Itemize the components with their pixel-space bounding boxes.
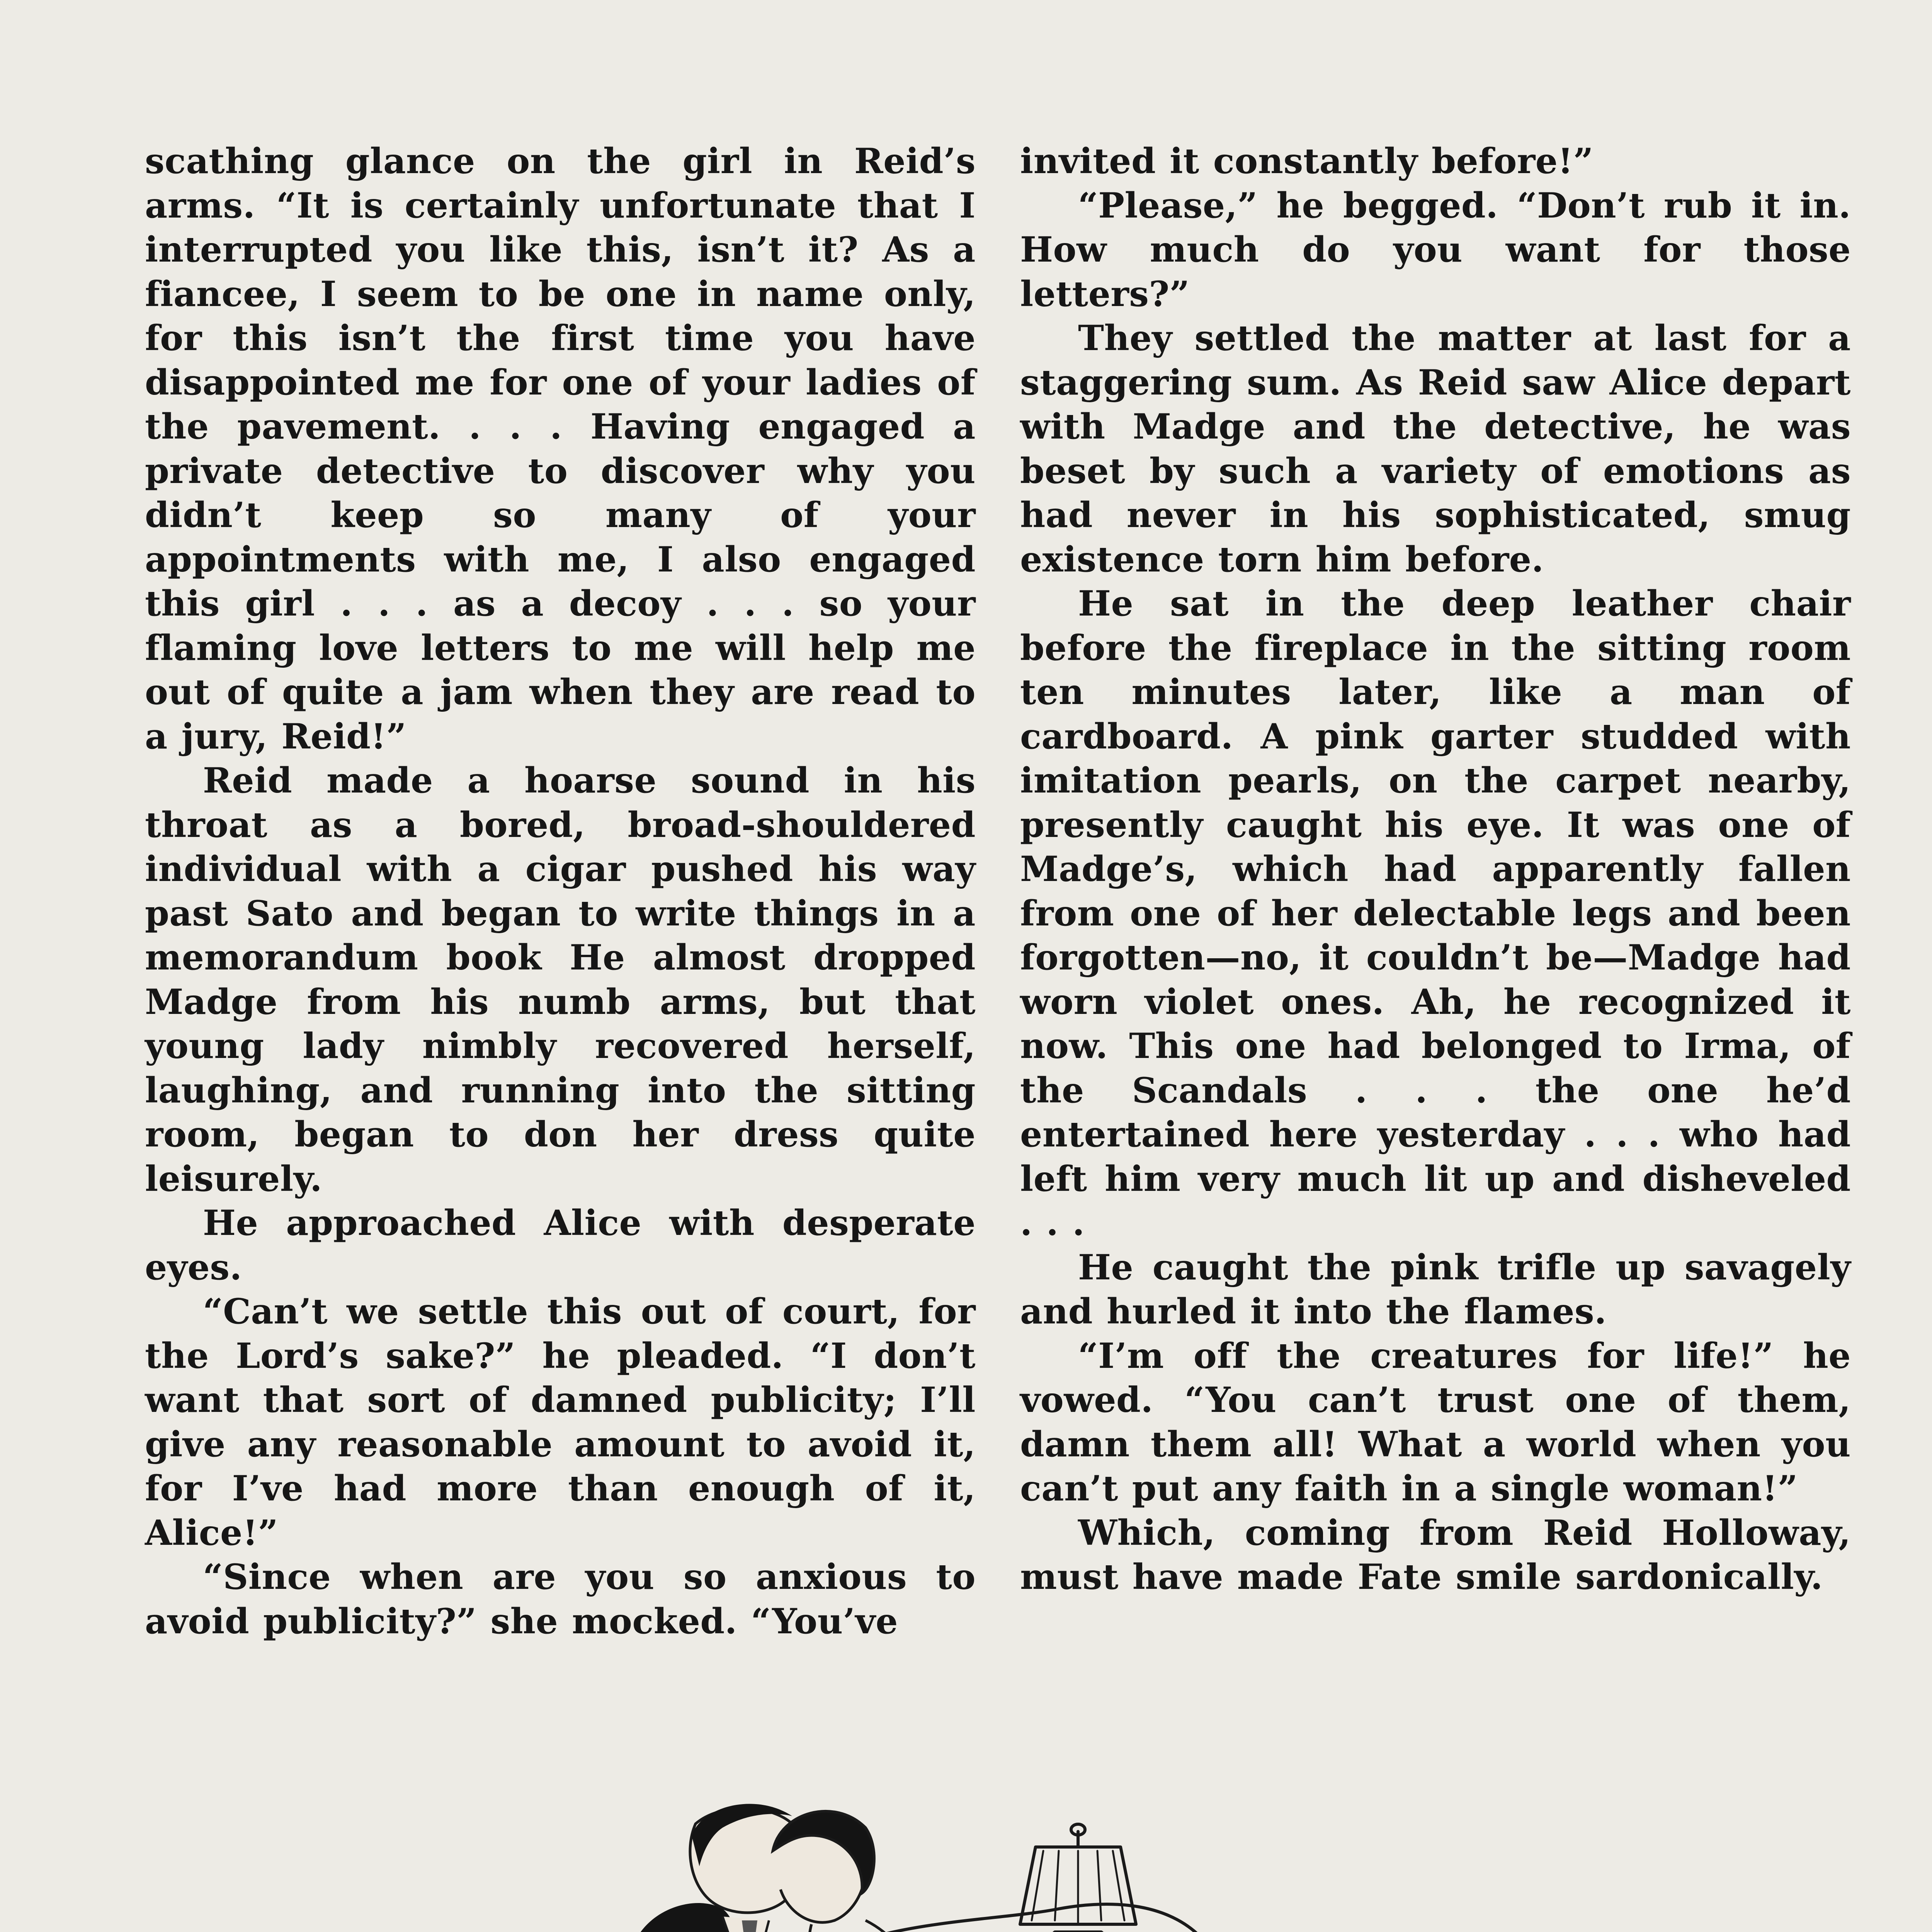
paragraph: He sat in the deep leather chair before the fireplace in the sitting room ten minutes later, like a man of cardboard. A pink garter studded with imitation pearls, on the carpet nearby, presently caught his eye. It was one of Madge’s, which had apparently fallen from one of her delectable legs and been forgotten—no, it couldn’t be—Madge had worn violet ones. Ah, he recognized it now. This one had belonged to Irma, of the Scandals . . . the one he’d entertained here yesterday . . . who had left him very much lit up and disheveled . . . [1020,583,1851,1243]
text-column-left [145,139,976,1643]
paragraph: “Please,” he begged. “Don’t rub it in. How much do you want for those letters?” [1020,185,1851,315]
paragraph: invited it constantly before!” [1020,141,1594,182]
woman-figure [757,1811,966,1932]
couple-on-chair-illustration [595,1793,1399,1932]
text-column-right [1020,139,1851,1599]
paragraph: He approached Alice with desperate eyes. [145,1202,976,1288]
paragraph: scathing glance on the girl in Reid’s arms. “It is certainly unfortunate that I interrupted you like this, isn’t it? As a fiancee, I seem to be one in name only, for this isn’t the first time you have disappointed me for one of your ladies of the pavement. . . . Having engaged a private detective to discover why you didn’t keep so many of your appointments with me, I also engaged this girl . . . as a decoy . . . so your flaming love letters to me will help me out of quite a jam when they are read to a jury, Reid!” [145,141,976,757]
paragraph: “I’m off the creatures for life!” he vowed. “You can’t trust one of them, damn them all! What a world when you can’t put any faith in a single woman!” [1020,1335,1851,1509]
paragraph: They settled the matter at last for a staggering sum. As Reid saw Alice depart with Madge and the detective, he was beset by such a variety of emotions as had never in his sophisticated, smug existence torn him before. [1020,318,1851,580]
paragraph: Which, coming from Reid Holloway, must have made Fate smile sardonically. [1020,1512,1851,1597]
paragraph: “Since when are you so anxious to avoid publicity?” she mocked. “You’ve [145,1556,976,1642]
paragraph: “Can’t we settle this out of court, for the Lord’s sake?” he pleaded. “I don’t want that sort of damned publicity; I’ll give any reasonable amount to avoid it, for I’ve had more than enough of it, Alice!” [145,1291,976,1553]
paragraph: Reid made a hoarse sound in his throat as a bored, broad-shouldered individual with a cigar pushed his way past Sato and began to write things in a memorandum book He almost dropped Madge from his numb arms, but that young lady nimbly recovered herself, laughing, and running into the sitting room, began to don her dress quite leisurely. [145,760,976,1199]
paragraph: He caught the pink trifle up savagely and hurled it into the flames. [1020,1247,1851,1332]
